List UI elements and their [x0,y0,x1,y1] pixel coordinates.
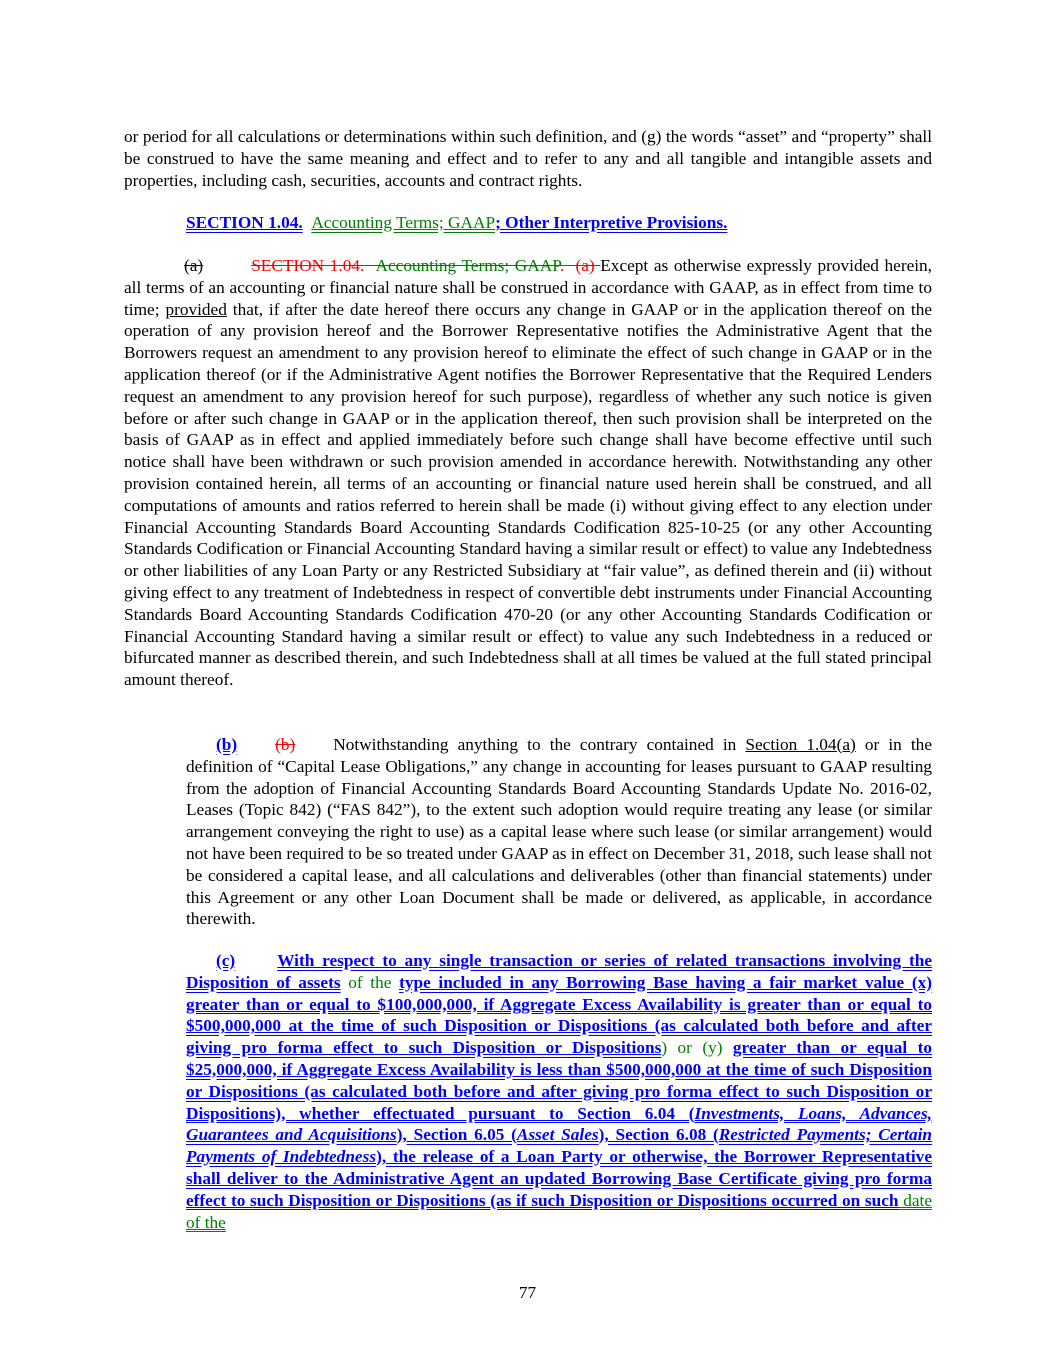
marker-c: (c) [216,951,236,970]
paragraph-c-italic-2: Asset Sales [516,1125,599,1145]
paragraph-a: (a) SECTION 1.04. Accounting Terms; GAAP. (a) Except as otherwise expressly provided herein, all terms of an accounting or financial nature shall be construed in accordance with GAAP, as in effect from time to time; provided that, if after the date hereof there occurs any change in GAAP or in the application thereof on the operation of any provision hereof and the Borrower Representative notifies the Administrative Agent that the Borrowers request an amendment to any provision hereof to eliminate the effect of such change in GAAP or in the application thereof (or if the Administrative Agent notifies the Borrower Representative that the Required Lenders request an amendment to any provision hereof for such purpose), regardless of whether any such notice is given before or after such change in GAAP or in the application thereof, then such provision shall be interpreted on the basis of GAAP as in effect and applied immediately before such change shall have become effective until such notice shall have been withdrawn or such provision amended in accordance herewith. Notwithstanding any other provision contained herein, all terms of an accounting or financial nature used herein shall be construed, and all computations of amounts and ratios referred to herein shall be made (i) without giving effect to any election under Financial Accounting Standards Board Accounting Standards Codification 825-10-25 (or any other Accounting Standards Codification or Financial Accounting Standard having a similar result or effect) to value any Indebtedness or other liabilities of any Loan Party or any Restricted Subsidiary at “fair value”, as defined therein and (ii) without giving effect to any treatment of Indebtedness in respect of convertible debt instruments under Financial Accounting Standards Board Accounting Standards Codification 470-20 (or any other Accounting Standards Codification or Financial Accounting Standard having a similar result or effect) to value any such Indebtedness in a reduced or bifurcated manner as described therein, and such Indebtedness shall at all times be valued at the full stated principal amount thereof. [124,256,933,690]
paragraph-c [186,950,932,1233]
provided-term: provided [165,299,227,319]
heading-title-inserted: ; Other Interpretive Provisions. [495,213,728,232]
paragraph-c-moved-3: or (y) [677,1038,733,1058]
heading-section-number: SECTION 1.04. [186,213,303,232]
paragraph-c-text-6: ), the release of a Loan Party or otherwise, the Borrower Representative shall deliver to the Administrative Agent an updated Borrowing Base Certificate giving pro forma effect to such Disposition or Dispositions (as if such Disposition or Dispositions occurred on such [186,1147,932,1210]
paragraph-c-moved-1: of the [340,972,400,992]
paragraph-b [186,734,932,930]
paragraph-c-text-4: ), Section 6.05 ( [396,1125,517,1145]
paragraph-c-text-5: ), Section 6.08 ( [598,1125,719,1145]
section-reference[interactable]: Section 1.04(a) [745,735,856,754]
paragraph-c-moved-2: ) [661,1038,668,1058]
deleted-marker-b: (b) [275,735,296,754]
paragraph-a-text-1: Except as otherwise expressly provided herein, all terms of an accounting or financial nature shall be construed in accordance with GAAP, as in effect from time to time; [124,256,933,319]
paragraph-b-text-2: or in the definition of “Capital Lease Obligations,” any change in accounting for leases pursuant to GAAP resulting from the adoption of Financial Accounting Standards Board Accounting Standards Update No. 2016-02, Leases (Topic 842) (“FAS 842”), to the extent such adoption would require treating any lease (or similar arrangement conveying the right to use) as a capital lease where such lease (or similar arrangement) would not have been required to be so treated under GAAP as in effect on December 31, 2018, such lease shall not be considered a capital lease, and all calculations and deliverables (other than financial statements) under this Agreement or any other Loan Document shall be made or delivered, as applicable, in accordance therewith. [186,735,932,929]
deleted-section-title: Accounting Terms; GAAP [375,256,560,275]
deleted-section-number: SECTION 1.04. [251,256,365,275]
paragraph-c-italic-1: Investments, Loans, Advances, Guarantees and Acquisitions [186,1103,932,1145]
deleted-sub-a: (a) [575,256,595,275]
section-heading [186,212,932,234]
paragraph-c-italic-3: Restricted Payments; Certain Payments of Indebtedness [186,1125,933,1167]
intro-paragraph [124,126,932,191]
intro-text: or period for all calculations or determinations within such definition, and (g) the words “asset” and “property” shall be construed to have the same meaning and effect and to refer to any and all tangible and intangible assets and properties, including cash, securities, accounts and contract rights. [124,127,932,190]
paragraph-b-text-1: Notwithstanding anything to the contrary contained in [333,735,746,754]
paragraph-c-text-2: type included in any Borrowing Base having a fair market value (x) greater than or equal to $100,000,000, if Aggregate Excess Availability is greater than or equal to $500,000,000 at the time of such Disposition or Dispositions (as calculated both before and after giving pro forma effect to such Disposition or Dispositions [186,972,933,1058]
heading-title-moved: Accounting Terms; GAAP [311,213,496,232]
paragraph-c-text-3: greater than or equal to $25,000,000, if Aggregate Excess Availability is less than $500,000,000 at the time of such Disposition or Dispositions (as calculated both before and after giving pro forma effect to such Disposition or Dispositions), whether effectuated pursuant to Section 6.04 ( [186,1038,932,1123]
paragraph-a-text-2: that, if after the date hereof there occurs any change in GAAP or in the application thereof on the operation of any provision hereof and the Borrower Representative notifies the Administrative Agent that the Borrowers request an amendment to any provision hereof to eliminate the effect of such change in GAAP or in the application thereof (or if the Administrative Agent notifies the Borrower Representative that the Required Lenders request an amendment to any provision hereof for such purpose), regardless of whether any such notice is given before or after such change in GAAP or in the application thereof, then such provision shall be interpreted on the basis of GAAP as in effect and applied immediately before such change shall have become effective until such notice shall have been withdrawn or such provision amended in accordance herewith. Notwithstanding any other provision contained herein, all terms of an accounting or financial nature used herein shall be construed, and all computations of amounts and ratios referred to herein shall be made (i) without giving effect to any election under Financial Accounting Standards Board Accounting Standards Codification 825-10-25 (or any other Accounting Standards Codification or Financial Accounting Standard having a similar result or effect) to value any Indebtedness or other liabilities of any Loan Party or any Restricted Subsidiary at “fair value”, as defined therein and (ii) without giving effect to any treatment of Indebtedness in respect of convertible debt instruments under Financial Accounting Standards Board Accounting Standards Codification 470-20 (or any other Accounting Standards Codification or Financial Accounting Standard having a similar result or effect) to value any such Indebtedness in a reduced or bifurcated manner as described therein, and such Indebtedness shall at all times be valued at the full stated principal amount thereof. [124,299,933,690]
paragraph-c-moved-4: date of the [186,1190,932,1232]
page-number: 77 [518,1283,537,1302]
deleted-marker-a: (a) [184,256,204,275]
paragraph-c-text-1: With respect to any single transaction or series of related transactions involving the Disposition of assets [186,951,932,992]
inserted-marker-b: (b) [216,735,238,754]
